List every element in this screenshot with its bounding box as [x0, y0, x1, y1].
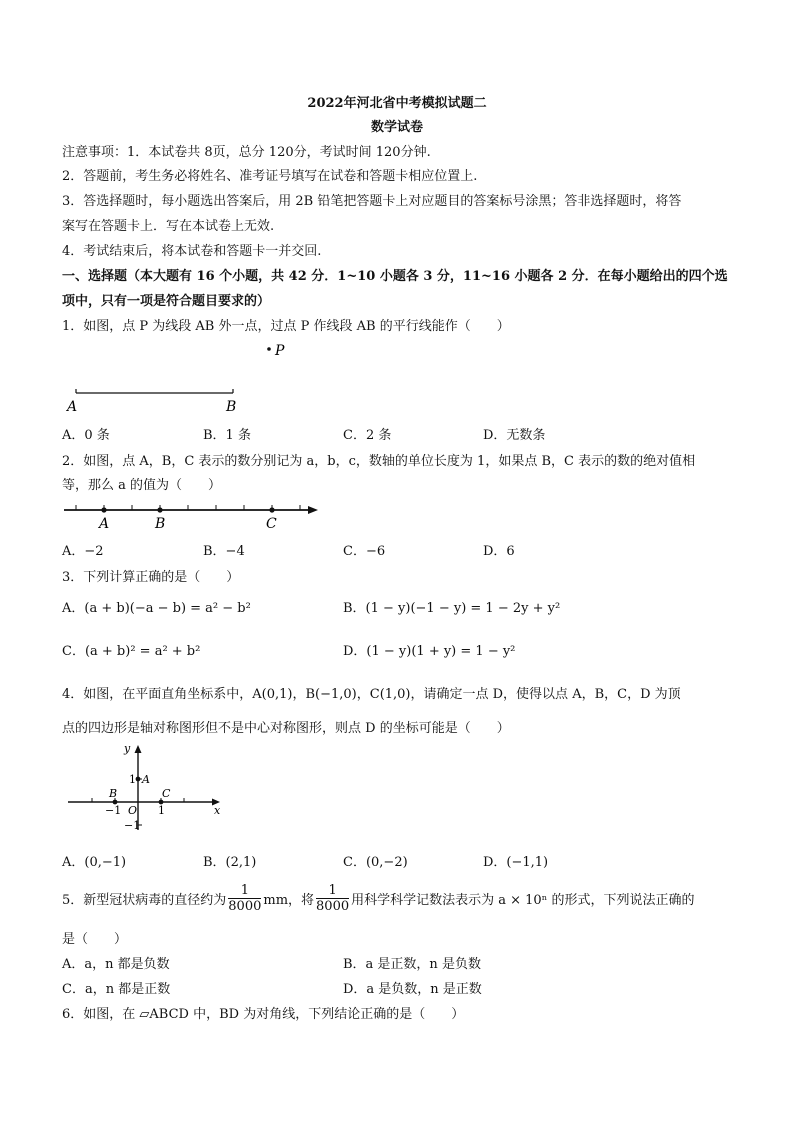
question-4-line-2: 点的四边形是轴对称图形但不是中心对称图形，则点 D 的坐标可能是（ ） — [62, 721, 510, 736]
question-4-coordinate-plane — [62, 740, 230, 832]
q4-option-b: B．(2,1) — [203, 855, 257, 870]
question-2-line-1: 2．如图，点 A，B，C 表示的数分别记为 a，b，c，数轴的单位长度为 1，如果点 B，C 表示的数的绝对值相 — [62, 454, 696, 469]
label-a: A — [67, 399, 78, 415]
q4-option-c: C．(0,−2) — [343, 855, 408, 870]
note-line-4: 案写在答题卡上．写在本试卷上无效. — [62, 219, 275, 234]
fraction-1-over-8000-repeat: $\frac{1}{8000}$ — [316, 883, 350, 914]
q5-option-b: B．a 是正数，n 是负数 — [343, 957, 481, 972]
point-c — [269, 507, 274, 512]
q3-option-c: C．(a + b)² = a² + b² — [62, 644, 201, 659]
label-b: B — [155, 516, 166, 532]
q3-option-b: B．(1 − y)(−1 − y) = 1 − 2y + y² — [343, 601, 561, 616]
label-y: y — [124, 742, 131, 755]
q3-option-a: A．(a + b)(−a − b) = a² − b² — [62, 601, 251, 616]
section-heading-line-2: 项中，只有一项是符合题目要求的） — [62, 294, 271, 309]
q2-option-d: D．6 — [483, 544, 515, 559]
q2-option-c: C．−6 — [343, 544, 386, 559]
label-a: A — [142, 773, 150, 786]
y-axis-arrow-icon — [135, 745, 142, 753]
note-line-2: 2．答题前，考生务必将姓名、准考证号填写在试卷和答题卡相应位置上. — [62, 169, 478, 184]
question-3-text: 3．下列计算正确的是（ ） — [62, 570, 240, 585]
label-a: A — [99, 516, 110, 532]
label-y-tick-1: 1 — [129, 773, 136, 786]
point-p — [267, 347, 271, 351]
point-a — [136, 777, 141, 782]
note-line-5: 4．考试结束后，将本试卷和答题卡一并交回. — [62, 244, 322, 259]
label-b: B — [226, 399, 237, 415]
q5-option-a: A．a，n 都是负数 — [62, 957, 170, 972]
label-p: P — [275, 343, 285, 359]
label-y-tick-neg-1: −1 — [124, 819, 141, 832]
q1-option-c: C．2 条 — [343, 428, 392, 443]
arrow-icon — [308, 506, 318, 514]
q1-option-d: D．无数条 — [483, 428, 546, 443]
question-2-number-line — [60, 498, 322, 532]
section-heading-line-1: 一、选择题（本大题有 16 个小题，共 42 分．1~10 小题各 3 分，11~16 小题各 2 分．在每小题给出的四个选 — [62, 269, 728, 284]
q1-option-b: B．1 条 — [203, 428, 251, 443]
label-origin: O — [128, 804, 138, 817]
question-1-text: 1．如图，点 P 为线段 AB 外一点，过点 P 作线段 AB 的平行线能作（ ） — [62, 319, 510, 334]
q2-option-a: A．−2 — [62, 544, 104, 559]
point-a — [101, 507, 106, 512]
label-b: B — [109, 787, 118, 800]
note-line-3: 3．答选择题时，每小题选出答案后，用 2B 铅笔把答题卡上对应题目的答案标号涂黑；答非选择题时，将答 — [62, 194, 682, 209]
label-x-tick-1: 1 — [158, 804, 165, 817]
q4-option-d: D．(−1,1) — [483, 855, 549, 870]
q5-option-c: C．a，n 都是正数 — [62, 982, 171, 997]
page-subtitle: 数学试卷 — [370, 120, 423, 135]
q2-option-b: B．−4 — [203, 544, 245, 559]
question-4-line-1: 4．如图，在平面直角坐标系中，A(0,1)，B(−1,0)，C(1,0)，请确定一点 D，使得以点 A，B，C，D 为顶 — [62, 687, 681, 702]
question-5-line-1: 5．新型冠状病毒的直径约为 $\frac{1}{8000}$ mm，将 $\frac{1}{8000}$ 用科学科学记数法表示为 a × 10ⁿ 的形式，下列说法正确的 — [62, 883, 695, 914]
point-b — [157, 507, 162, 512]
q5-option-d: D．a 是负数，n 是正数 — [343, 982, 482, 997]
q1-option-a: A．0 条 — [62, 428, 110, 443]
question-1-figure — [60, 338, 300, 420]
question-5-line-2: 是（ ） — [62, 932, 128, 947]
label-c: C — [162, 787, 171, 800]
q3-option-d: D．(1 − y)(1 + y) = 1 − y² — [343, 644, 516, 659]
label-x: x — [214, 804, 221, 817]
label-c: C — [266, 516, 277, 532]
question-6-text: 6．如图，在 ▱ABCD 中，BD 为对角线，下列结论正确的是（ ） — [62, 1007, 465, 1022]
page-title: 2022年河北省中考模拟试题二 — [307, 96, 487, 111]
note-line-1: 注意事项：1．本试卷共 8页，总分 120分，考试时间 120分钟. — [62, 145, 431, 160]
q4-option-a: A．(0,−1) — [62, 855, 127, 870]
question-2-line-2: 等，那么 a 的值为（ ） — [62, 478, 222, 493]
label-x-tick-neg-1: −1 — [105, 804, 122, 817]
fraction-1-over-8000: $\frac{1}{8000}$ — [228, 883, 262, 914]
